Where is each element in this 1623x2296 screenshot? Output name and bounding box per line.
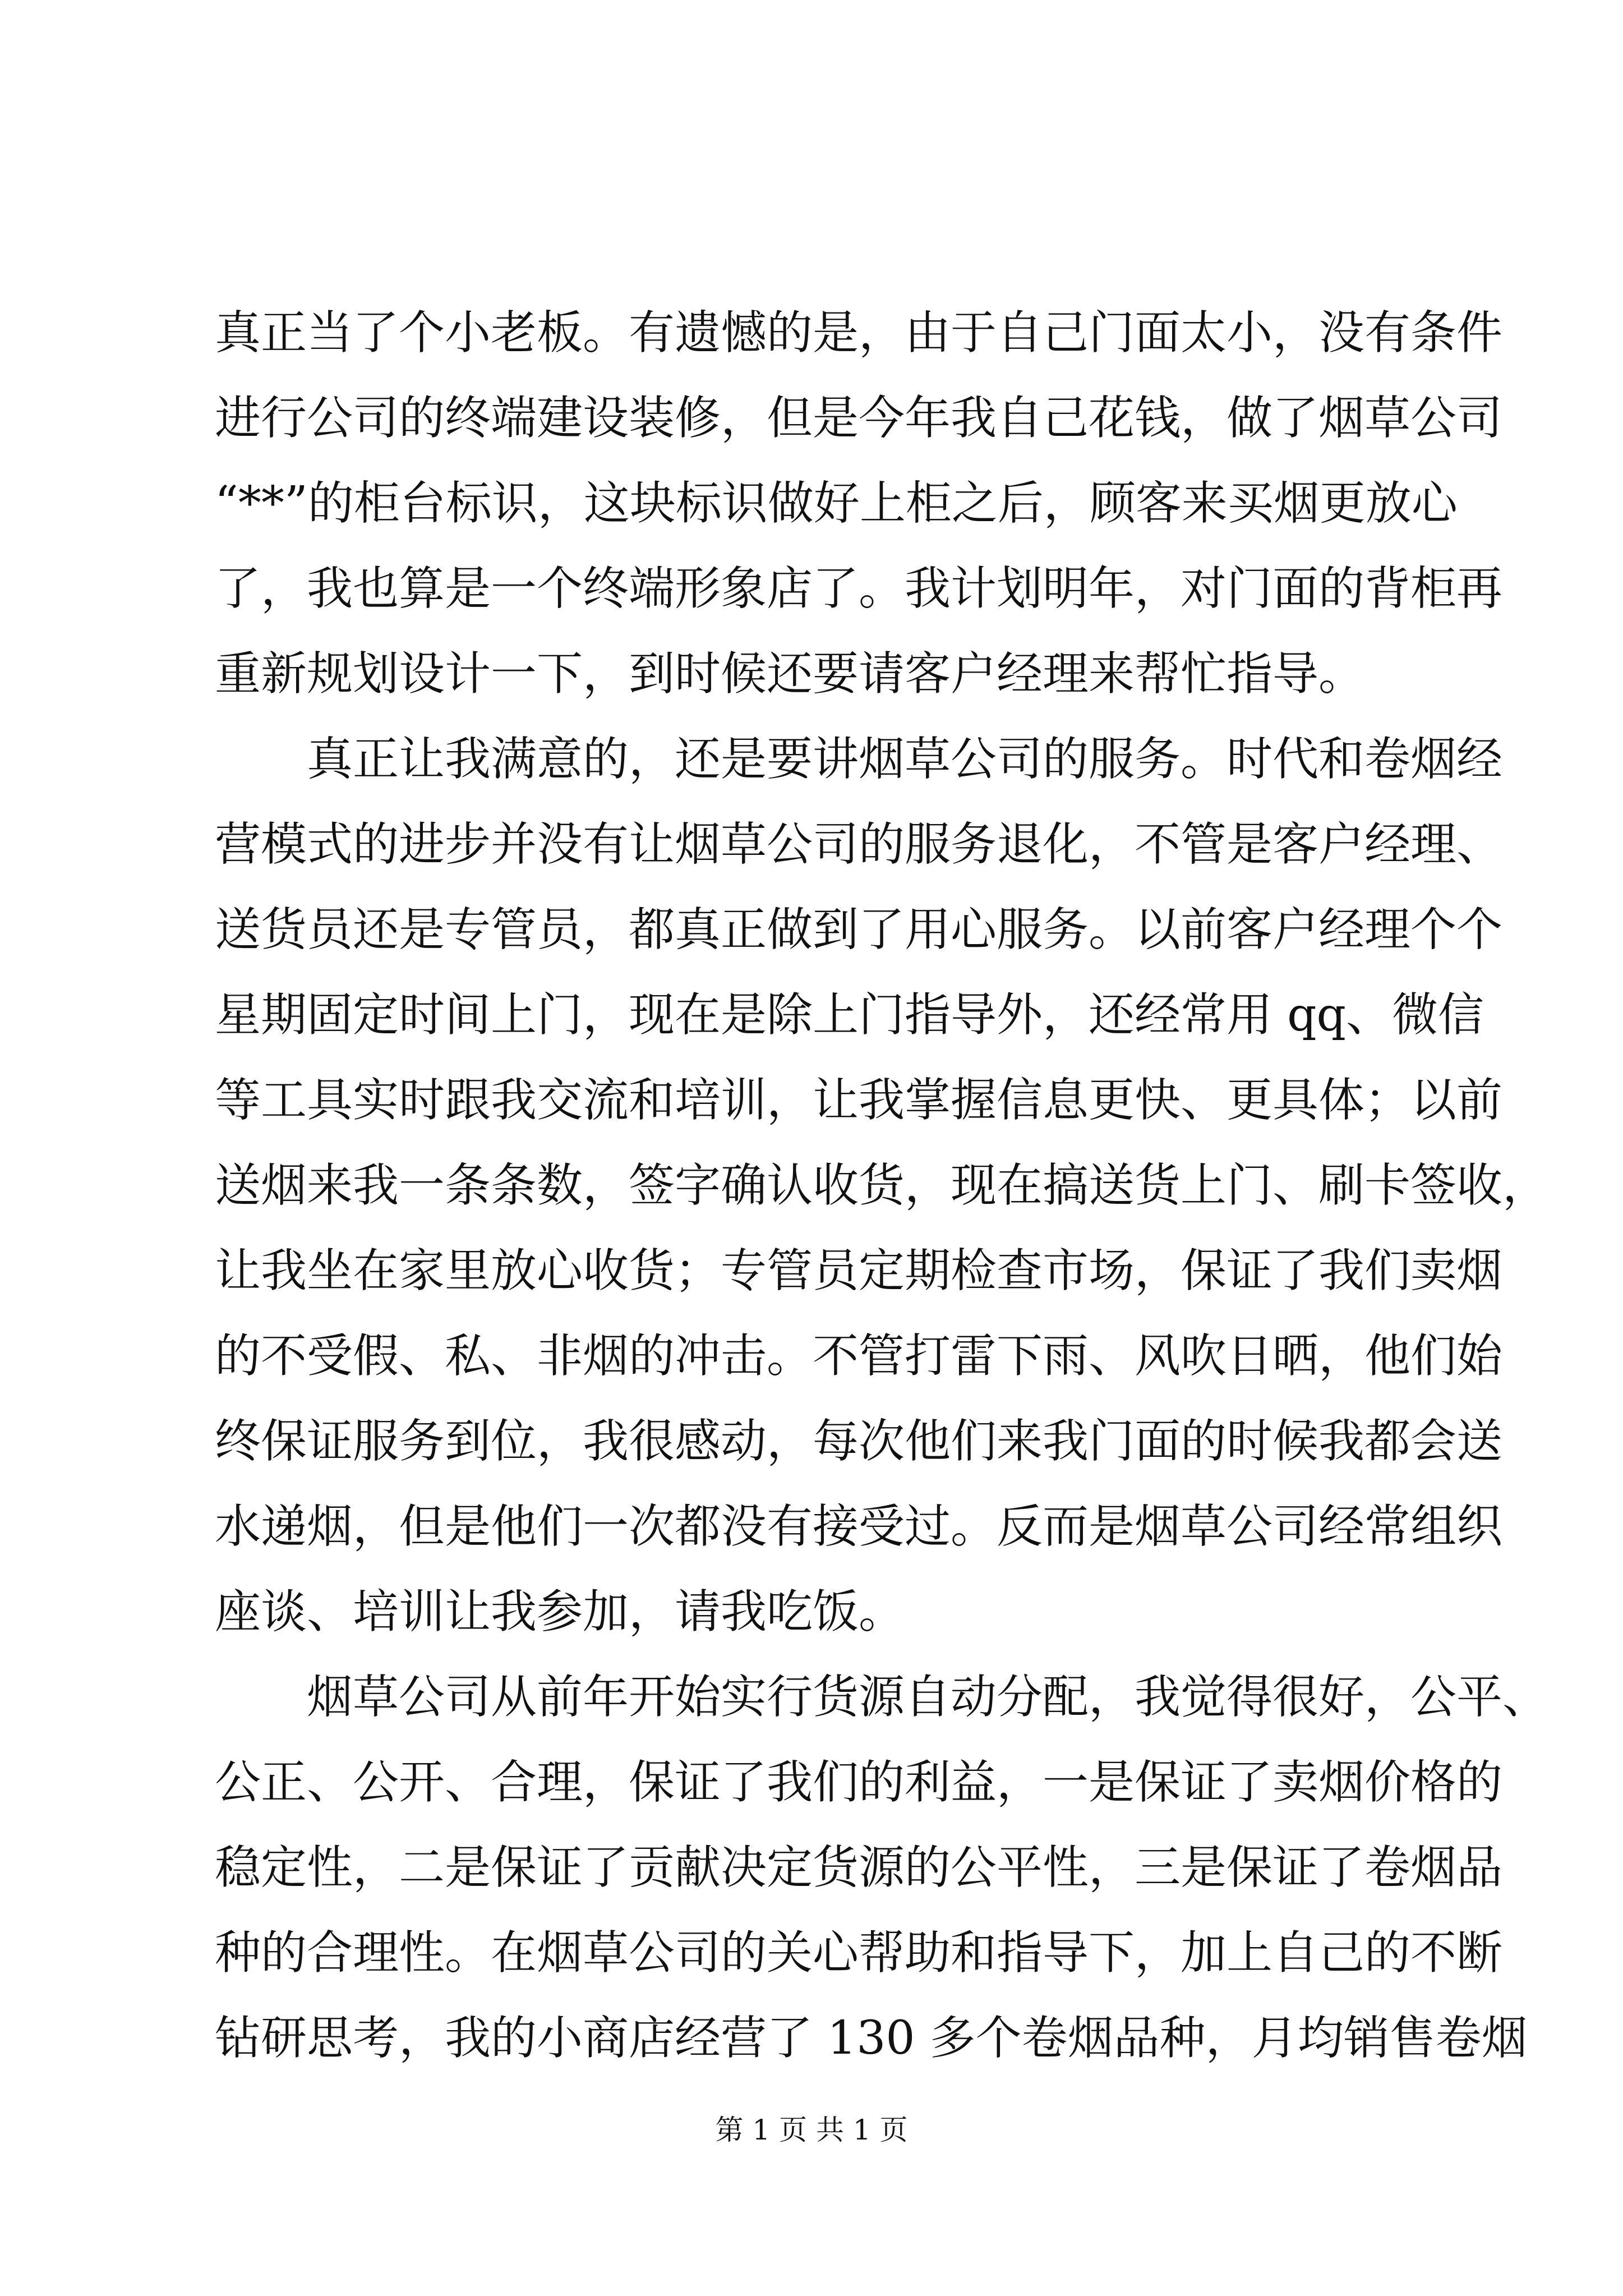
text-line: 种的合理性。在烟草公司的关心帮助和指导下，加上自己的不断 [215, 1926, 1503, 1980]
text-line: 公正、公开、合理，保证了我们的利益，一是保证了卖烟价格的 [215, 1756, 1503, 1809]
text-line: 重新规划设计一下，到时候还要请客户经理来帮忙指导。 [215, 647, 1365, 701]
text-line: 真正当了个小老板。有遗憾的是，由于自己门面太小，没有条件 [215, 306, 1503, 360]
text-line: 星期固定时间上门，现在是除上门指导外，还经常用 qq、微信 [215, 988, 1484, 1042]
page-number-footer: 第 1 页 共 1 页 [715, 2114, 908, 2146]
text-line: 真正让我满意的，还是要讲烟草公司的服务。时代和卷烟经 [215, 733, 1503, 786]
text-line: 让我坐在家里放心收货；专管员定期检查市场，保证了我们卖烟 [215, 1244, 1503, 1297]
text-line: 等工具实时跟我交流和培训，让我掌握信息更快、更具体；以前 [215, 1074, 1503, 1127]
text-line: 钻研思考，我的小商店经营了 130 多个卷烟品种，月均销售卷烟 [215, 2012, 1528, 2065]
document-body [215, 291, 1549, 2081]
text-line: 进行公司的终端建设装修，但是今年我自己花钱，做了烟草公司 [215, 392, 1503, 445]
text-line: 水递烟，但是他们一次都没有接受过。反而是烟草公司经常组织 [215, 1500, 1503, 1553]
text-line: 送货员还是专管员，都真正做到了用心服务。以前客户经理个个 [215, 903, 1503, 956]
text-line: 的不受假、私、非烟的冲击。不管打雷下雨、风吹日晒，他们始 [215, 1329, 1503, 1383]
text-line: 座谈、培训让我参加，请我吃饭。 [215, 1585, 905, 1639]
text-line: “**”的柜台标识，这块标识做好上柜之后，顾客来买烟更放心 [215, 477, 1458, 530]
text-line: 了，我也算是一个终端形象店了。我计划明年，对门面的背柜再 [215, 562, 1503, 615]
text-line: 烟草公司从前年开始实行货源自动分配，我觉得很好，公平、 [215, 1671, 1549, 1724]
text-line: 营模式的进步并没有让烟草公司的服务退化，不管是客户经理、 [215, 818, 1503, 871]
text-line: 稳定性，二是保证了贡献决定货源的公平性，三是保证了卷烟品 [215, 1841, 1503, 1894]
text-line: 送烟来我一条条数，签字确认收货，现在搞送货上门、刷卡签收， [215, 1159, 1549, 1212]
text-line: 终保证服务到位，我很感动，每次他们来我门面的时候我都会送 [215, 1415, 1503, 1468]
